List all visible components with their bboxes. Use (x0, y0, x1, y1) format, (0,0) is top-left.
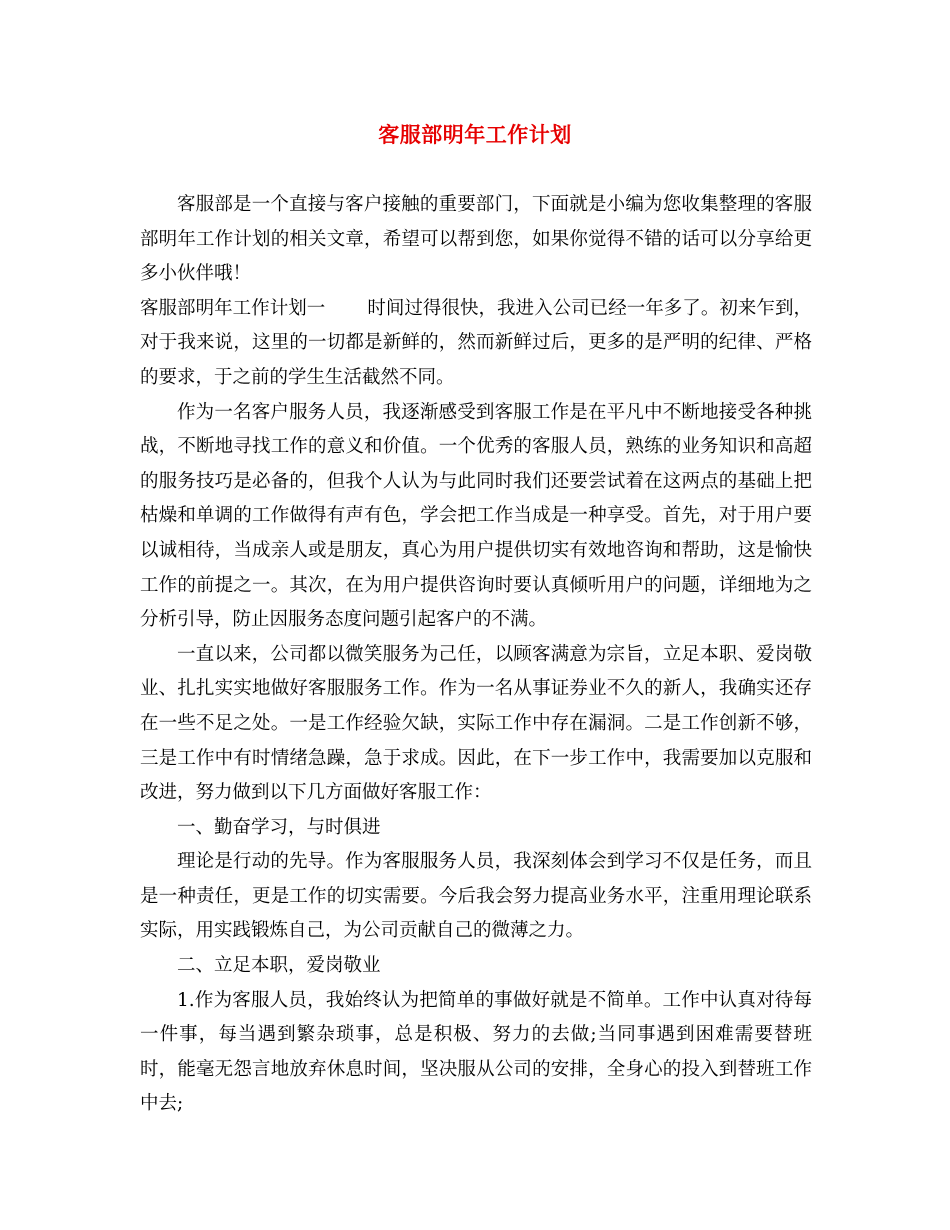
plan-one-paragraph (140, 292, 812, 396)
section-heading-two: 二、立足本职，爱岗敬业 (177, 955, 381, 977)
document-body (140, 188, 812, 1122)
learning-paragraph: 理论是行动的先导。作为客服服务人员，我深刻体会到学习不仅是任务，而且是一种责任，更是工作的切实需要。今后我会努力提高业务水平，注重用理论联系实际，用实践锻炼自己，为公司贡献自己的微薄之力。 (140, 851, 812, 942)
document-title: 客服部明年工作计划 (378, 122, 572, 147)
section-heading-one: 一、勤奋学习，与时俱进 (177, 816, 381, 838)
service-attitude-paragraph: 作为一名客户服务人员，我逐渐感受到客服工作是在平凡中不断地接受各种挑战，不断地寻找工作的意义和价值。一个优秀的客服人员，熟练的业务知识和高超的服务技巧是必备的，但我个人认为与此同时我们还要尝试着在这两点的基础上把枯燥和单调的工作做得有声有色，学会把工作当成是一种享受。首先，对于用户要以诚相待，当成亲人或是朋友，真心为用户提供切实有效地咨询和帮助，这是愉快工作的前提之一。其次，在为用户提供咨询时要认真倾听用户的问题，详细地为之分析引导，防止因服务态度问题引起客户的不满。 (140, 401, 812, 631)
plan-one-text: 时间过得很快，我进入公司已经一年多了。初来乍到，对于我来说，这里的一切都是新鲜的，然而新鲜过后，更多的是严明的纪律、严格的要求，于之前的学生生活截然不同。 (140, 297, 812, 388)
intro-paragraph: 客服部是一个直接与客户接触的重要部门，下面就是小编为您收集整理的客服部明年工作计划的相关文章，希望可以帮到您，如果你觉得不错的话可以分享给更多小伙伴哦！ (140, 194, 812, 285)
shortcomings-paragraph: 一直以来，公司都以微笑服务为己任，以顾客满意为宗旨，立足本职、爱岗敬业、扎扎实实地做好客服服务工作。作为一名从事证券业不久的新人，我确实还存在一些不足之处。一是工作经验欠缺，实际工作中存在漏洞。二是工作创新不够，三是工作中有时情绪急躁，急于求成。因此，在下一步工作中，我需要加以克服和改进，努力做到以下几方面做好客服工作： (140, 643, 812, 804)
plan-one-label: 客服部明年工作计划一 (140, 297, 326, 319)
duty-paragraph: 1.作为客服人员，我始终认为把简单的事做好就是不简单。工作中认真对待每一件事，每当遇到繁杂琐事，总是积极、努力的去做;当同事遇到困难需要替班时，能毫无怨言地放弃休息时间，坚决服从公司的安排，全身心的投入到替班工作中去; (140, 989, 812, 1115)
